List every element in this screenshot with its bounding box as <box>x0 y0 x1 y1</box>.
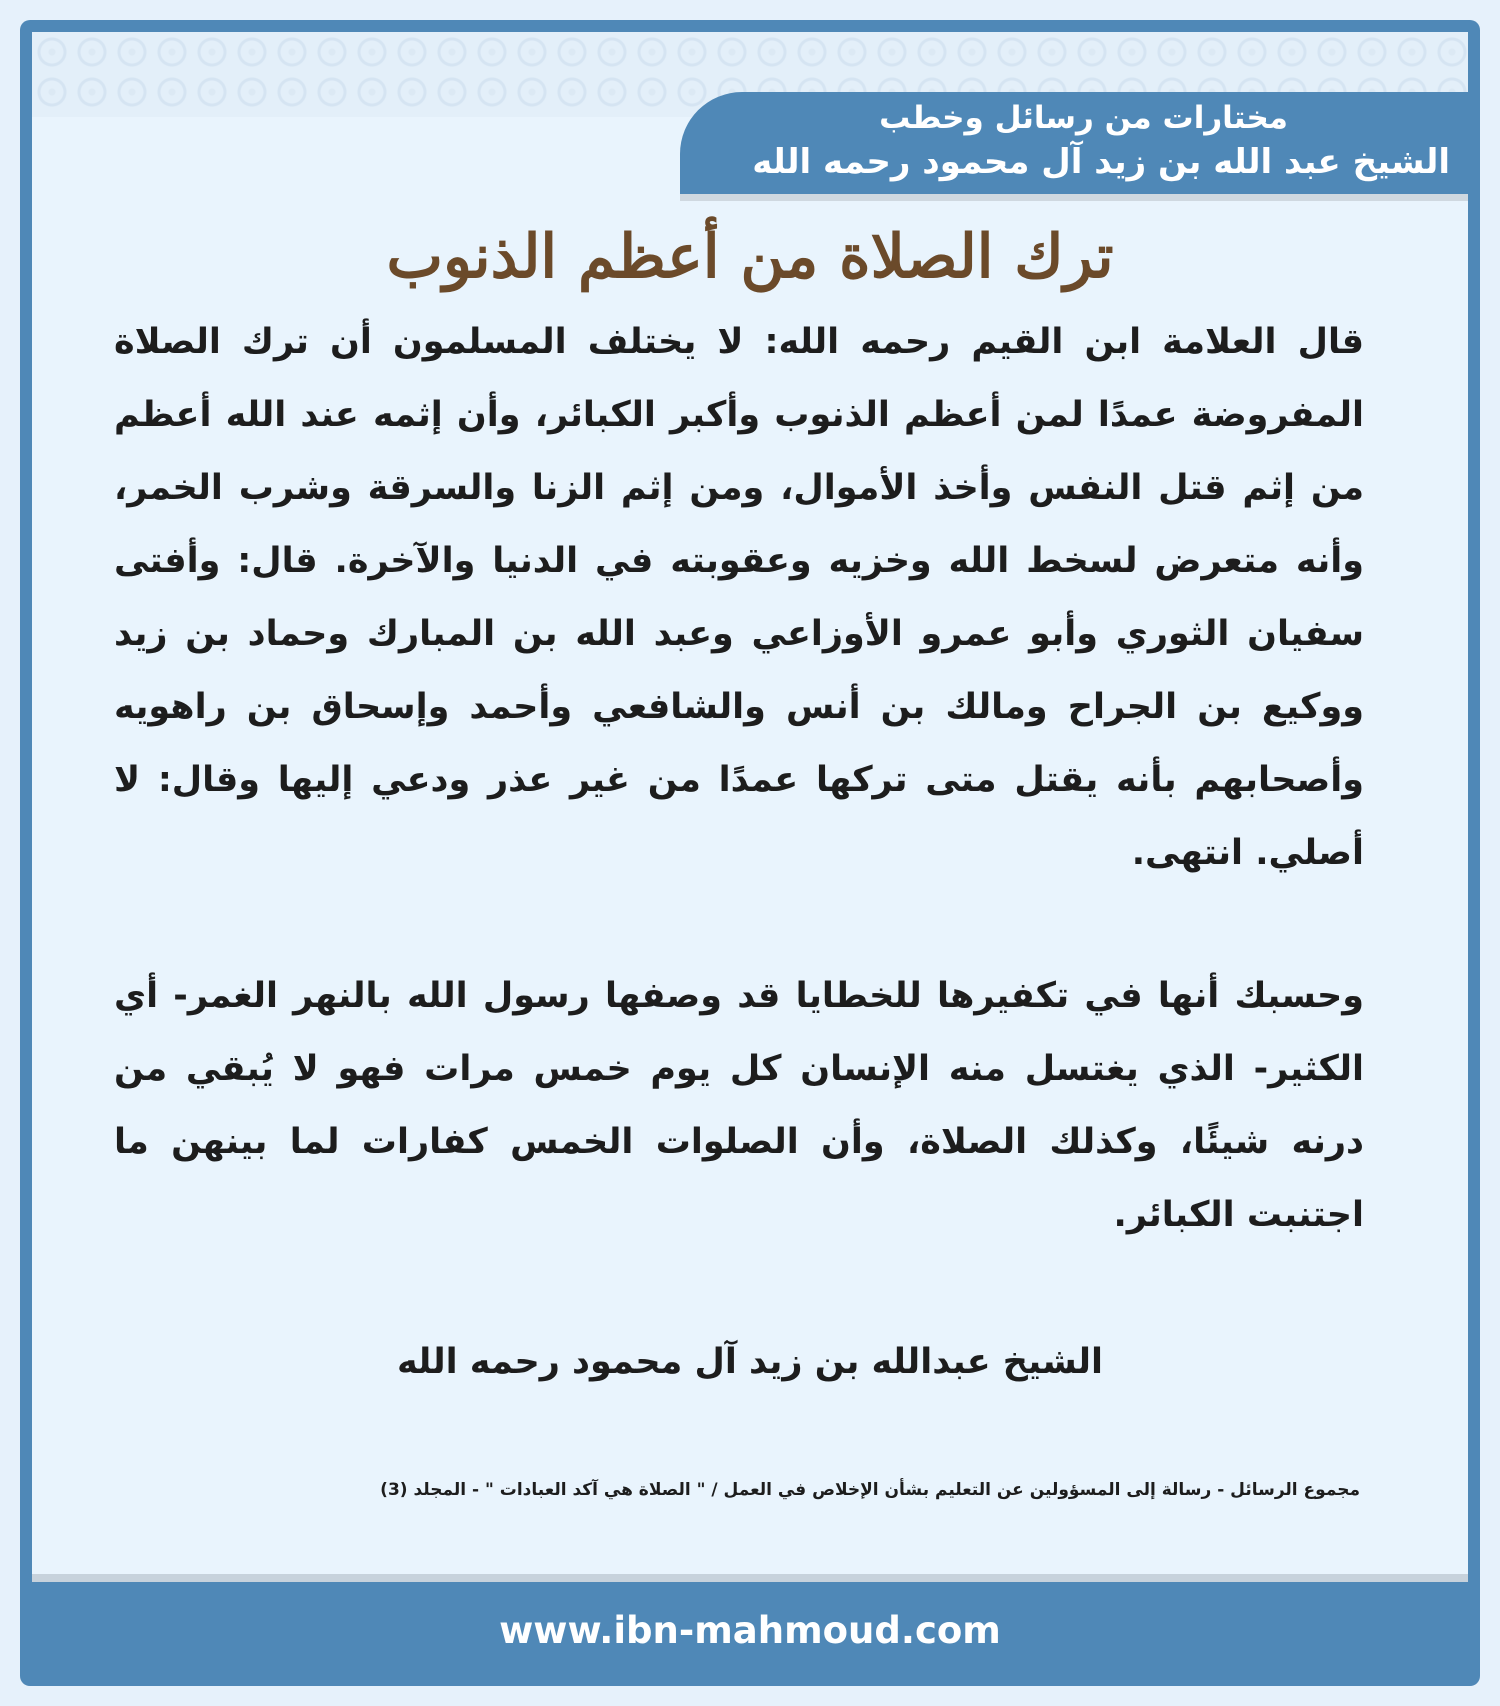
paragraph-river-hadith: وحسبك أنها في تكفيرها للخطايا قد وصفها رسول الله بالنهر الغمر- أي الكثير- الذي يغتسل منه الإنسان كل يوم خمس مرات فهو لا يُبقي من درنه شيئًا، وكذلك الصلاة، وأن الصلوات الخمس كفارات لما بينهن ما اجتنبت الكبائر. <box>114 976 1364 1235</box>
header-series-title: مختارات من رسائل وخطب <box>879 100 1288 136</box>
header-banner <box>680 92 1468 194</box>
paragraph-ibn-alqayyim-quote: قال العلامة ابن القيم رحمه الله: لا يختلف المسلمون أن ترك الصلاة المفروضة عمدًا لمن أعظم الذنوب وأكبر الكبائر، وأن إثمه عند الله أعظم من إثم قتل النفس وأخذ الأموال، ومن إثم الزنا والسرقة وشرب الخمر، وأنه متعرض لسخط الله وخزيه وعقوبته في الدنيا والآخرة. قال: وأفتى سفيان الثوري وأبو عمرو الأوزاعي وعبد الله بن المبارك وحماد بن زيد ووكيع بن الجراح ومالك بن أنس والشافعي وأحمد وإسحاق بن راهويه وأصحابهم بأنه يقتل متى تركها عمدًا من غير عذر ودعي إليها وقال: لا أصلي. انتهى. <box>114 322 1364 873</box>
header-author-name: الشيخ عبد الله بن زيد آل محمود رحمه الله <box>752 142 1450 182</box>
content-panel <box>32 32 1468 1574</box>
outer-frame <box>20 20 1480 1686</box>
page-title: ترك الصلاة من أعظم الذنوب <box>386 222 1114 292</box>
author-signature: الشيخ عبدالله بن زيد آل محمود رحمه الله <box>396 1342 1104 1382</box>
source-reference: مجموع الرسائل - رسالة إلى المسؤولين عن التعليم بشأن الإخلاص في العمل / " الصلاة هي آكد العبادات " - المجلد (3) <box>380 1480 1360 1500</box>
website-link[interactable]: www.ibn-mahmoud.com <box>499 1609 1001 1652</box>
footer-divider <box>32 1574 1468 1582</box>
